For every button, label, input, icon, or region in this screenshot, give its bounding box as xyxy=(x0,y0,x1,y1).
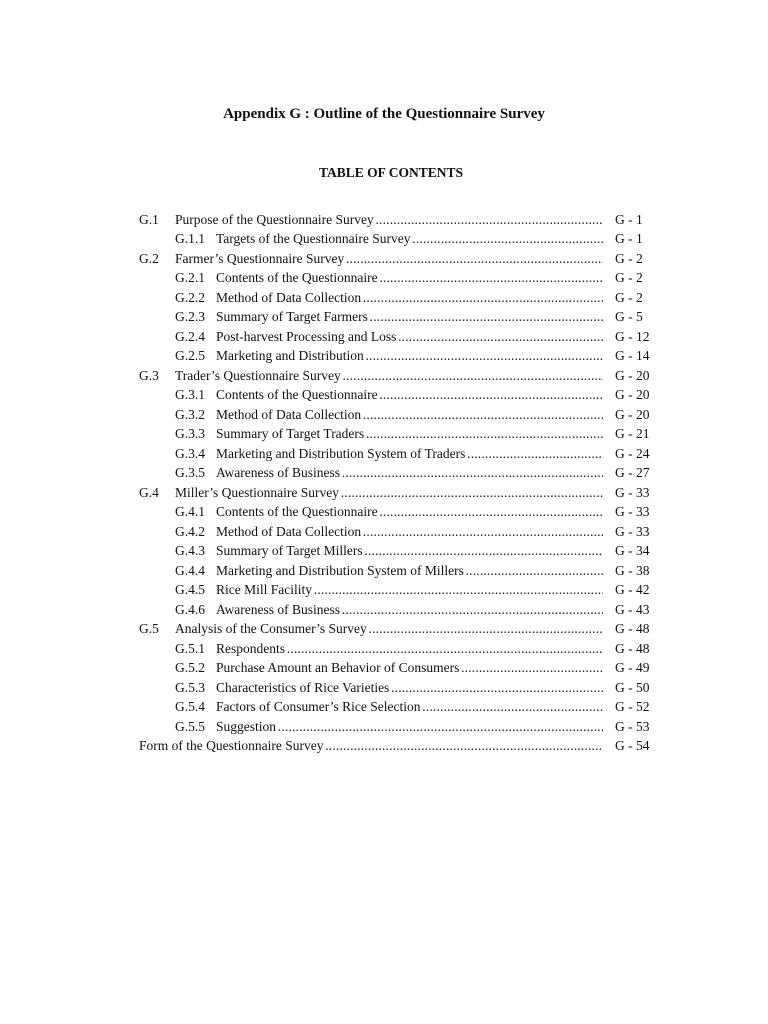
toc-entry-page: G - 42 xyxy=(615,582,650,597)
toc-entry-page: G - 12 xyxy=(615,328,650,344)
toc-entry-page: G - 2 xyxy=(615,289,643,305)
toc-entry-title: Farmer’s Questionnaire Survey . . . xyxy=(175,249,603,269)
toc-entry-number: G.5 xyxy=(139,621,159,636)
toc-entry xyxy=(139,483,654,503)
toc-entry-page: G - 52 xyxy=(615,699,650,714)
toc-entry-number: G.5.2 xyxy=(175,660,205,675)
toc-entry xyxy=(139,658,654,678)
toc-entry-number: G.2 xyxy=(139,250,159,266)
toc-entry-number: G.4.2 xyxy=(175,523,205,539)
toc-entry-page: G - 20 xyxy=(615,367,650,383)
toc-entry xyxy=(139,561,654,581)
toc-entry-number: G.4.4 xyxy=(175,562,205,578)
toc-entry xyxy=(139,346,654,366)
toc-entry-number: G.1 xyxy=(139,211,159,227)
toc-entry xyxy=(139,736,654,756)
toc-entry xyxy=(139,717,654,737)
toc-entry-title: Marketing and Distribution System of Traders . . . xyxy=(216,444,603,464)
toc-entry-page: G - 49 xyxy=(615,660,650,675)
toc-entry-page: G - 1 xyxy=(615,211,643,227)
toc-entry-title: Method of Data Collection . . . xyxy=(216,405,603,425)
toc-entry-number: G.2.3 xyxy=(175,309,205,324)
toc-entry-title: Awareness of Business . . . xyxy=(216,463,603,483)
toc-entry xyxy=(139,366,654,386)
toc-entry-page: G - 5 xyxy=(615,309,643,324)
toc-entry-number: G.3.4 xyxy=(175,445,205,461)
toc-entry-title: Analysis of the Consumer’s Survey . . . xyxy=(175,619,603,639)
toc-entry xyxy=(139,639,654,659)
toc-entry-page: G - 50 xyxy=(615,679,650,695)
toc-entry-title: Post-harvest Processing and Loss . . . xyxy=(216,327,603,347)
toc-entry-title: Summary of Target Traders . . . xyxy=(216,424,603,444)
toc-entry-title: Method of Data Collection . . . xyxy=(216,288,603,308)
toc-entry-page: G - 34 xyxy=(615,543,650,558)
toc-entry-title: Contents of the Questionnaire . . . xyxy=(216,502,603,522)
toc-entry-number: G.3 xyxy=(139,367,159,383)
toc-entry-page: G - 21 xyxy=(615,426,650,441)
toc-entry-title: Characteristics of Rice Varieties . . . xyxy=(216,678,603,698)
toc-entry-number: G.3.5 xyxy=(175,465,205,480)
toc-entry-page: G - 43 xyxy=(615,601,650,617)
toc-entry xyxy=(139,385,654,405)
toc-entry-page: G - 33 xyxy=(615,523,650,539)
toc-entry-title: Rice Mill Facility . . . xyxy=(216,580,603,600)
toc-entry xyxy=(139,405,654,425)
toc-entry-number: G.4.1 xyxy=(175,504,205,519)
toc-entry-title: Respondents . . . xyxy=(216,639,603,659)
toc-entry-title: Purchase Amount an Behavior of Consumers . . . xyxy=(216,658,603,678)
toc-entry-page: G - 2 xyxy=(615,250,643,266)
toc-entry-page: G - 33 xyxy=(615,484,650,500)
toc-entry-number: G.3.3 xyxy=(175,426,205,441)
toc-entry xyxy=(139,580,654,600)
toc-entry xyxy=(139,210,654,230)
toc-entry-number: G.3.2 xyxy=(175,406,205,422)
toc-entry-page: G - 1 xyxy=(615,231,643,246)
toc-entry-page: G - 48 xyxy=(615,621,650,636)
table-of-contents xyxy=(139,210,654,756)
toc-entry-number: G.5.4 xyxy=(175,699,205,714)
toc-entry-title: Marketing and Distribution System of Millers . . . xyxy=(216,561,603,581)
toc-entry xyxy=(139,600,654,620)
toc-entry-title: Form of the Questionnaire Survey . . . xyxy=(139,736,603,756)
toc-entry xyxy=(139,619,654,639)
toc-entry-page: G - 20 xyxy=(615,406,650,422)
toc-entry-title: Purpose of the Questionnaire Survey . . . xyxy=(175,210,603,230)
toc-entry xyxy=(139,229,654,249)
toc-entry-number: G.4.3 xyxy=(175,543,205,558)
toc-entry-title: Suggestion . . . xyxy=(216,717,603,737)
toc-heading: TABLE OF CONTENTS xyxy=(318,165,464,180)
toc-entry-page: G - 24 xyxy=(615,445,650,461)
toc-entry-number: G.4 xyxy=(139,484,159,500)
page-title: Appendix G : Outline of the Questionnaire Survey xyxy=(223,106,545,122)
toc-entry xyxy=(139,249,654,269)
toc-entry xyxy=(139,424,654,444)
toc-entry-title: Trader’s Questionnaire Survey . . . xyxy=(175,366,603,386)
toc-entry-number: G.2.5 xyxy=(175,348,205,363)
toc-entry xyxy=(139,307,654,327)
toc-entry-title: Miller’s Questionnaire Survey . . . xyxy=(175,483,603,503)
toc-entry-title: Targets of the Questionnaire Survey . . . xyxy=(216,229,603,249)
toc-entry xyxy=(139,502,654,522)
toc-entry-title: Awareness of Business . . . xyxy=(216,600,603,620)
toc-entry-page: G - 53 xyxy=(615,718,650,734)
toc-entry-title: Method of Data Collection . . . xyxy=(216,522,603,542)
toc-entry-page: G - 27 xyxy=(615,465,650,480)
toc-entry xyxy=(139,268,654,288)
toc-entry-title: Summary of Target Farmers . . . xyxy=(216,307,603,327)
toc-entry-page: G - 20 xyxy=(615,387,650,402)
toc-entry xyxy=(139,678,654,698)
toc-entry-page: G - 48 xyxy=(615,640,650,656)
toc-entry-page: G - 38 xyxy=(615,562,650,578)
toc-entry-title: Marketing and Distribution . . . xyxy=(216,346,603,366)
toc-entry-title: Contents of the Questionnaire . . . xyxy=(216,268,603,288)
toc-entry xyxy=(139,327,654,347)
toc-entry-title: Summary of Target Millers . . . xyxy=(216,541,603,561)
toc-entry-title: Contents of the Questionnaire . . . xyxy=(216,385,603,405)
toc-entry xyxy=(139,541,654,561)
toc-entry-number: G.5.5 xyxy=(175,718,205,734)
toc-entry xyxy=(139,288,654,308)
toc-entry-number: G.5.3 xyxy=(175,679,205,695)
toc-entry-page: G - 14 xyxy=(615,348,650,363)
toc-entry xyxy=(139,697,654,717)
toc-entry-number: G.5.1 xyxy=(175,640,205,656)
toc-entry-number: G.4.5 xyxy=(175,582,205,597)
toc-entry-title: Factors of Consumer’s Rice Selection . . . xyxy=(216,697,603,717)
toc-entry-number: G.3.1 xyxy=(175,387,205,402)
toc-entry-page: G - 2 xyxy=(615,270,643,285)
toc-entry xyxy=(139,463,654,483)
toc-entry-page: G - 33 xyxy=(615,504,650,519)
toc-entry-number: G.4.6 xyxy=(175,601,205,617)
toc-entry-number: G.1.1 xyxy=(175,231,205,246)
toc-entry-page: G - 54 xyxy=(615,738,650,753)
toc-entry-number: G.2.1 xyxy=(175,270,205,285)
toc-entry xyxy=(139,444,654,464)
toc-entry-number: G.2.2 xyxy=(175,289,205,305)
toc-entry-number: G.2.4 xyxy=(175,328,205,344)
toc-entry xyxy=(139,522,654,542)
